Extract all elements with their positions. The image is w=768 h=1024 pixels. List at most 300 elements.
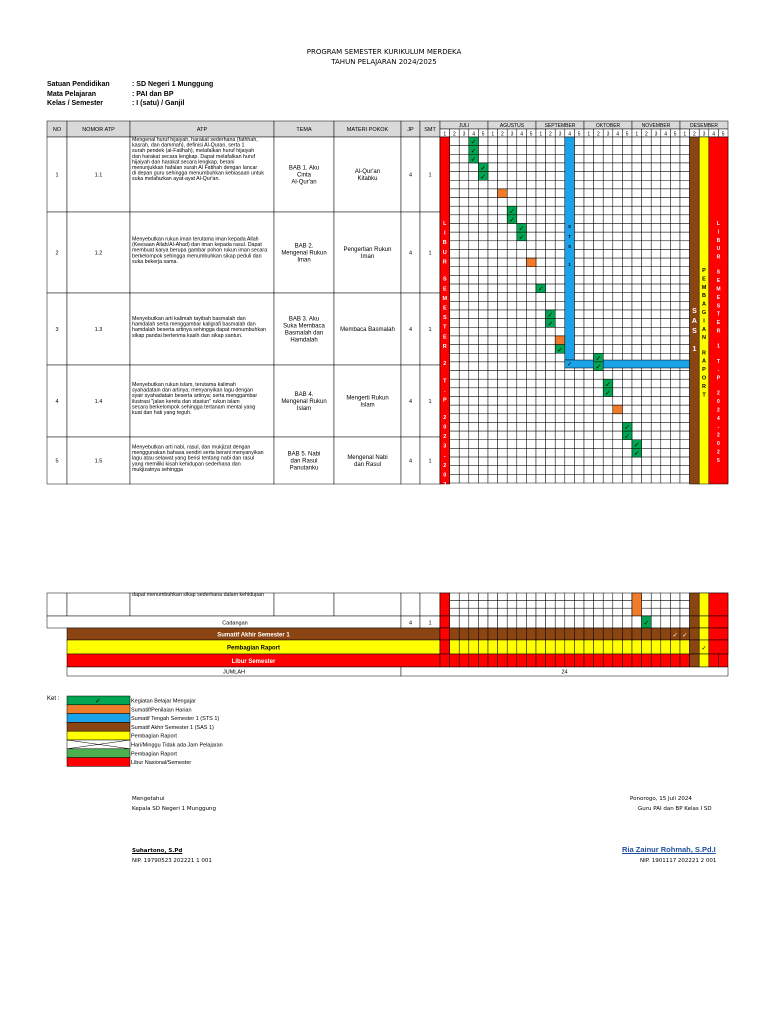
schedule-cell — [613, 414, 623, 423]
schedule-cell — [584, 474, 594, 483]
schedule-cell — [574, 241, 584, 250]
schedule-cell — [584, 198, 594, 207]
schedule-cell — [661, 275, 671, 284]
libur-december-vertical-text: 2 — [717, 449, 720, 456]
schedule-cell — [574, 301, 584, 310]
row-atp-text-line: mukjizatnya sehingga — [132, 466, 183, 473]
schedule-cell — [459, 137, 469, 146]
legend-swatch — [67, 749, 130, 758]
schedule-cell — [574, 137, 584, 146]
schedule-cell — [536, 431, 546, 440]
schedule-cell — [584, 232, 594, 241]
schedule-cell — [680, 249, 690, 258]
week-number-text: 2 — [453, 131, 456, 138]
schedule-cell — [651, 267, 661, 276]
schedule-cell — [526, 593, 536, 601]
schedule-cell — [661, 616, 671, 628]
schedule-cell — [450, 189, 460, 198]
row-atp-text-line: Mengenal huruf hijaiyah, harakat sederhana (fathhah, — [132, 137, 258, 143]
schedule-cell — [680, 189, 690, 198]
schedule-cell — [574, 163, 584, 172]
schedule-cell — [680, 215, 690, 224]
schedule-cell — [555, 284, 565, 293]
schedule-cell — [459, 379, 469, 388]
row-atp-text-line: syair syahadatain beserta artinya; serta menggambar — [132, 393, 258, 400]
schedule-cell — [459, 215, 469, 224]
schedule-cell — [680, 336, 690, 345]
libur-july-vertical-text: 0 — [443, 424, 447, 431]
schedule-cell — [478, 258, 488, 267]
schedule-cell — [594, 137, 604, 146]
row-atp-text-line: menggunakan bahasa sendiri serta berani menyanyikan — [132, 450, 264, 457]
schedule-cell — [670, 440, 680, 449]
schedule-cell — [594, 172, 604, 181]
sumatif-akhir-cell — [661, 628, 671, 640]
info-value-mapel: : PAI dan BP — [132, 91, 174, 98]
schedule-cell — [651, 466, 661, 475]
schedule-cell — [555, 474, 565, 483]
schedule-cell — [488, 224, 498, 233]
schedule-cell — [594, 345, 604, 354]
schedule-cell — [555, 224, 565, 233]
schedule-cell — [622, 206, 632, 215]
schedule-cell — [584, 457, 594, 466]
schedule-cell — [613, 371, 623, 380]
schedule-cell — [526, 284, 536, 293]
row-no: 1 — [55, 172, 59, 179]
schedule-cell — [642, 310, 652, 319]
schedule-cell — [498, 319, 508, 328]
schedule-cell — [574, 198, 584, 207]
schedule-cell — [651, 327, 661, 336]
libur-december-vertical-text: T — [716, 358, 720, 365]
row-atp-text-line: kuat dan hati yang teguh. — [132, 410, 192, 416]
document-title: PROGRAM SEMESTER KURIKULUM MERDEKA — [306, 48, 462, 56]
schedule-cell — [517, 371, 527, 380]
libur-december-vertical-text: E — [716, 320, 721, 327]
pembagian-vertical-text: R — [702, 350, 706, 357]
schedule-cell — [574, 466, 584, 475]
schedule-cell — [670, 275, 680, 284]
schedule-cell — [574, 397, 584, 406]
schedule-cell — [670, 267, 680, 276]
schedule-cell — [574, 215, 584, 224]
schedule-cell — [488, 146, 498, 155]
schedule-cell — [478, 414, 488, 423]
schedule-cell — [661, 146, 671, 155]
row-tema: Islam — [296, 406, 312, 412]
schedule-cell — [507, 448, 517, 457]
legend-swatch — [67, 705, 130, 714]
schedule-cell — [661, 293, 671, 302]
schedule-cell — [555, 180, 565, 189]
pembagian-vertical-text: M — [701, 284, 707, 291]
schedule-cell — [478, 397, 488, 406]
libur-july-vertical-text: 2 — [443, 434, 447, 441]
schedule-cell — [478, 431, 488, 440]
schedule-cell — [478, 601, 488, 609]
schedule-cell — [526, 397, 536, 406]
schedule-cell — [546, 301, 556, 310]
schedule-cell — [632, 371, 642, 380]
schedule-cell — [574, 379, 584, 388]
row-smt: 1 — [428, 250, 432, 257]
pembagian-raport-cell — [670, 640, 680, 654]
schedule-cell — [498, 284, 508, 293]
schedule-cell — [661, 180, 671, 189]
schedule-cell — [651, 474, 661, 483]
schedule-cell — [450, 275, 460, 284]
signature-left-role: Kepala SD Negeri 1 Munggung — [132, 806, 217, 812]
pembagian-raport-cell — [622, 640, 632, 654]
schedule-cell — [565, 405, 575, 414]
check-mark: ✓ — [672, 633, 678, 639]
schedule-cell — [651, 163, 661, 172]
schedule-cell — [459, 267, 469, 276]
schedule-cell — [603, 448, 613, 457]
libur-semester-cell — [574, 654, 584, 667]
schedule-cell — [498, 206, 508, 215]
sumatif-akhir-cell — [555, 628, 565, 640]
schedule-cell — [488, 336, 498, 345]
schedule-cell — [661, 224, 671, 233]
week-number-text: 3 — [510, 131, 514, 138]
libur-semester-cell — [450, 654, 460, 667]
schedule-cell — [478, 301, 488, 310]
schedule-cell — [546, 388, 556, 397]
schedule-cell — [661, 336, 671, 345]
schedule-cell — [613, 293, 623, 302]
schedule-cell — [622, 284, 632, 293]
schedule-cell — [526, 431, 536, 440]
schedule-cell — [603, 616, 613, 628]
schedule-cell — [584, 163, 594, 172]
schedule-cell — [469, 215, 479, 224]
continued-atp-cell — [67, 593, 130, 616]
schedule-cell — [594, 431, 604, 440]
row-atp-text-line: lagu atau selawat yang berisi tentang nabi dan rasul — [132, 455, 255, 462]
schedule-cell — [450, 267, 460, 276]
schedule-cell — [651, 379, 661, 388]
schedule-cell — [670, 422, 680, 431]
schedule-cell — [622, 397, 632, 406]
schedule-cell — [450, 284, 460, 293]
header-tema-text: TEMA — [296, 127, 312, 133]
libur-semester-cell — [440, 654, 450, 667]
schedule-cell — [469, 397, 479, 406]
row-atp-text-line: (Keesaan Allah/Al-Ahad) dan iman kepada rasul. Dapat — [132, 242, 262, 249]
schedule-cell — [478, 405, 488, 414]
schedule-cell — [622, 405, 632, 414]
sas-vertical-text: 1 — [692, 346, 697, 353]
pembagian-raport-cell — [642, 640, 652, 654]
schedule-cell — [642, 215, 652, 224]
schedule-cell — [536, 154, 546, 163]
schedule-cell — [613, 397, 623, 406]
schedule-cell — [632, 154, 642, 163]
schedule-cell — [517, 362, 527, 371]
schedule-cell — [555, 616, 565, 628]
schedule-cell — [546, 431, 556, 440]
schedule-cell — [450, 379, 460, 388]
schedule-cell — [459, 241, 469, 250]
schedule-cell — [632, 345, 642, 354]
signature-left-name: Suhartono, S.Pd — [132, 848, 183, 854]
schedule-cell — [622, 345, 632, 354]
schedule-cell — [574, 440, 584, 449]
schedule-cell — [642, 474, 652, 483]
schedule-cell — [517, 249, 527, 258]
schedule-cell — [498, 137, 508, 146]
schedule-cell — [478, 466, 488, 475]
schedule-cell — [450, 422, 460, 431]
schedule-cell — [526, 379, 536, 388]
schedule-cell — [565, 397, 575, 406]
schedule-cell — [450, 448, 460, 457]
schedule-cell — [555, 601, 565, 609]
schedule-cell — [574, 249, 584, 258]
schedule-cell — [498, 440, 508, 449]
schedule-cell — [584, 258, 594, 267]
schedule-cell — [488, 249, 498, 258]
schedule-cell — [613, 241, 623, 250]
schedule-cell — [555, 327, 565, 336]
schedule-cell — [661, 249, 671, 258]
sumatif-akhir-cell — [526, 628, 536, 640]
month-header-text: AGUSTUS — [499, 123, 525, 129]
row-tema: Al-Qur'an — [291, 179, 317, 186]
schedule-cell — [488, 267, 498, 276]
schedule-cell — [642, 258, 652, 267]
schedule-cell — [603, 593, 613, 601]
schedule-cell — [603, 310, 613, 319]
schedule-cell — [603, 336, 613, 345]
schedule-cell — [680, 457, 690, 466]
schedule-cell — [536, 232, 546, 241]
schedule-cell — [680, 172, 690, 181]
week-number-text: 4 — [664, 131, 667, 138]
legend-label: Sumatif Tengah Semester 1 (STS 1) — [131, 716, 220, 723]
schedule-cell — [526, 362, 536, 371]
schedule-cell — [642, 345, 652, 354]
check-mark: ✓ — [480, 165, 487, 173]
schedule-cell — [469, 310, 479, 319]
pembagian-raport-cell — [603, 640, 613, 654]
schedule-cell — [507, 275, 517, 284]
schedule-cell — [632, 180, 642, 189]
schedule-cell — [517, 189, 527, 198]
libur-semester-cell — [613, 654, 623, 667]
week-number-text: 3 — [702, 131, 706, 138]
libur-december-vertical-text: R — [716, 328, 721, 335]
schedule-cell — [670, 593, 680, 601]
schedule-cell — [536, 215, 546, 224]
pembagian-raport-cell — [459, 640, 469, 654]
month-header-text: OKTOBER — [595, 123, 621, 129]
sumatif-akhir-cell — [622, 628, 632, 640]
sumatif-akhir-cell — [690, 628, 700, 640]
schedule-cell — [469, 232, 479, 241]
schedule-cell — [450, 146, 460, 155]
legend-label: Libur Nasional/Semester — [131, 760, 192, 767]
schedule-cell — [584, 608, 594, 616]
libur-december-vertical-text: S — [716, 269, 721, 276]
schedule-cell — [546, 379, 556, 388]
schedule-cell — [517, 301, 527, 310]
schedule-cell — [642, 163, 652, 172]
schedule-cell — [603, 397, 613, 406]
schedule-cell — [536, 466, 546, 475]
schedule-cell — [546, 601, 556, 609]
schedule-cell — [555, 593, 565, 601]
schedule-cell — [642, 137, 652, 146]
schedule-cell — [469, 206, 479, 215]
schedule-cell — [594, 466, 604, 475]
schedule-cell — [680, 379, 690, 388]
schedule-cell — [651, 215, 661, 224]
schedule-cell — [469, 601, 479, 609]
schedule-cell — [642, 319, 652, 328]
signature-left-title: Mengetahui — [132, 796, 165, 802]
schedule-cell — [517, 601, 527, 609]
schedule-cell — [536, 379, 546, 388]
libur-december-vertical-text: P — [716, 375, 721, 382]
schedule-cell — [603, 422, 613, 431]
schedule-cell — [488, 405, 498, 414]
schedule-cell — [574, 593, 584, 601]
schedule-cell — [632, 215, 642, 224]
schedule-cell — [546, 345, 556, 354]
schedule-cell — [584, 440, 594, 449]
schedule-cell — [498, 448, 508, 457]
schedule-cell — [478, 319, 488, 328]
schedule-cell — [488, 353, 498, 362]
schedule-cell — [507, 189, 517, 198]
schedule-cell — [478, 362, 488, 371]
schedule-cell — [670, 457, 680, 466]
schedule-cell — [680, 388, 690, 397]
week-number-text: 3 — [462, 131, 466, 138]
schedule-cell — [498, 336, 508, 345]
row-nomor-atp: 1.5 — [94, 458, 103, 465]
pembagian-raport-cell — [526, 640, 536, 654]
sumatif-akhir-cell — [546, 628, 556, 640]
schedule-cell — [498, 431, 508, 440]
schedule-cell — [526, 198, 536, 207]
schedule-cell — [526, 180, 536, 189]
schedule-cell — [536, 258, 546, 267]
pembagian-raport-cell — [546, 640, 556, 654]
libur-july-vertical-text: P — [442, 397, 447, 404]
libur-semester-cell — [469, 654, 479, 667]
schedule-cell — [450, 224, 460, 233]
row-atp-text-line: yang memiliki kisah kehidupan sederhana dan — [132, 461, 241, 468]
libur-december-vertical-text: M — [716, 286, 721, 293]
schedule-cell — [469, 345, 479, 354]
schedule-cell — [459, 258, 469, 267]
schedule-cell — [517, 414, 527, 423]
schedule-cell — [632, 319, 642, 328]
schedule-cell — [603, 440, 613, 449]
legend-swatch — [67, 758, 130, 767]
schedule-cell — [498, 301, 508, 310]
schedule-cell — [555, 371, 565, 380]
schedule-cell — [546, 371, 556, 380]
schedule-cell — [661, 310, 671, 319]
schedule-cell — [574, 172, 584, 181]
schedule-cell — [450, 154, 460, 163]
row-atp-text-line: syahadatain dan artinya; menyanyikan lagu dengan — [132, 387, 254, 394]
schedule-cell — [584, 327, 594, 336]
cadangan-smt: 1 — [428, 620, 432, 627]
libur-semester-cell — [546, 654, 556, 667]
schedule-cell — [488, 258, 498, 267]
schedule-cell — [459, 616, 469, 628]
schedule-cell — [565, 379, 575, 388]
schedule-cell — [680, 206, 690, 215]
schedule-cell — [459, 371, 469, 380]
schedule-cell — [450, 258, 460, 267]
schedule-cell — [594, 232, 604, 241]
sumatif-akhir-cell — [498, 628, 508, 640]
schedule-cell — [603, 474, 613, 483]
schedule-cell — [622, 327, 632, 336]
schedule-cell — [536, 422, 546, 431]
schedule-cell — [622, 474, 632, 483]
schedule-cell — [670, 601, 680, 609]
schedule-cell — [526, 616, 536, 628]
sumatif-cell — [526, 258, 536, 267]
legend-swatch — [67, 714, 130, 723]
schedule-cell — [546, 593, 556, 601]
schedule-cell — [651, 198, 661, 207]
schedule-cell — [594, 336, 604, 345]
row-tema: BAB 1. Aku — [288, 165, 320, 172]
libur-july-vertical-text: 4 — [443, 491, 447, 498]
row-nomor-atp: 1.4 — [94, 399, 103, 405]
info-label-kelas: Kelas / Semester — [47, 100, 104, 107]
schedule-cell — [488, 163, 498, 172]
schedule-cell — [498, 608, 508, 616]
schedule-cell — [680, 284, 690, 293]
row-smt: 1 — [428, 172, 432, 179]
schedule-cell — [642, 146, 652, 155]
schedule-cell — [536, 319, 546, 328]
schedule-cell — [584, 137, 594, 146]
schedule-cell — [450, 593, 460, 601]
check-mark: ✓ — [605, 390, 611, 397]
schedule-cell — [613, 616, 623, 628]
schedule-cell — [498, 601, 508, 609]
libur-semester-cell — [565, 654, 575, 667]
sts-vertical-text: 1 — [568, 262, 571, 267]
schedule-cell — [507, 154, 517, 163]
pembagian-raport-cell — [469, 640, 479, 654]
schedule-cell — [574, 319, 584, 328]
schedule-cell — [584, 267, 594, 276]
libur-semester-cell — [536, 654, 546, 667]
schedule-cell — [488, 371, 498, 380]
schedule-cell — [670, 146, 680, 155]
schedule-cell — [459, 163, 469, 172]
schedule-cell — [536, 163, 546, 172]
schedule-cell — [517, 137, 527, 146]
schedule-cell — [642, 198, 652, 207]
schedule-cell — [651, 146, 661, 155]
schedule-cell — [536, 146, 546, 155]
schedule-cell — [469, 362, 479, 371]
schedule-cell — [603, 284, 613, 293]
